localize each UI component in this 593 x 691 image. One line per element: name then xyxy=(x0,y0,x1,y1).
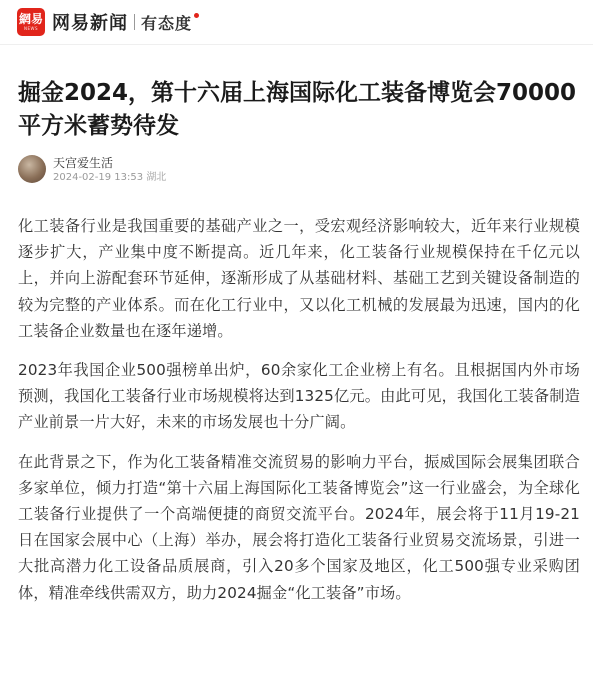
brand-name[interactable]: 网易新闻 xyxy=(52,13,128,34)
article-paragraph: 在此背景之下，作为化工装备精准交流贸易的影响力平台，振威国际会展集团联合多家单位，倾力打造“第十六届上海国际化工装备博览会”这一行业盛会，为全球化工装备行业提供了一个高端便捷的商贸交流平台。2024年，展会将于11月19-21日在国家会展中心（上海）举办，展会将打造化工装备行业贸易交流场景，引进一大批高潜力化工设备品质展商，引入20多个国家及地区，化工500强专业采购团体，精准牵线供需双方，助力2024掘金“化工装备”市场。 xyxy=(18,452,580,602)
article-title: 掘金2024，第十六届上海国际化工装备博览会70000平方米蓄势待发 xyxy=(18,80,577,140)
logo-glyph: 網易 xyxy=(18,12,43,26)
author-block xyxy=(18,155,578,185)
article-paragraph: 2023年我国企业500强榜单出炉，60余家化工企业榜上有名。且根据国内外市场预测，我国化工装备行业市场规模将达到1325亿元。由此可见，我国化工装备制造产业前景一片大好，未来的市场发展也十分广阔。 xyxy=(18,361,580,432)
slogan-dot-icon xyxy=(194,13,199,18)
logo-sub: NEWS xyxy=(23,26,38,31)
brand-slogan-text: 有态度 xyxy=(141,13,193,33)
publish-location: 湖北 xyxy=(146,172,167,183)
author-name[interactable]: 天宫爱生活 xyxy=(53,156,114,170)
brand-divider xyxy=(134,14,135,30)
publish-datetime: 2024-02-19 13:53 xyxy=(53,172,144,183)
article-paragraph: 化工装备行业是我国重要的基础产业之一，受宏观经济影响较大，近年来行业规模逐步扩大，产业集中度不断提高。近几年来，化工装备行业规模保持在千亿元以上，并向上游配套环节延伸，逐渐形成了从基础材料、基础工艺到关键设备制造的较为完整的产业体系。而在化工行业中，又以化工机械的发展最为迅速，国内的化工装备企业数量也在逐年递增。 xyxy=(18,217,580,340)
top-bar xyxy=(0,0,593,45)
netease-logo[interactable] xyxy=(17,8,45,36)
author-avatar[interactable] xyxy=(18,155,46,183)
author-meta xyxy=(53,171,166,184)
article-body xyxy=(18,213,580,619)
brand-slogan xyxy=(141,11,199,34)
